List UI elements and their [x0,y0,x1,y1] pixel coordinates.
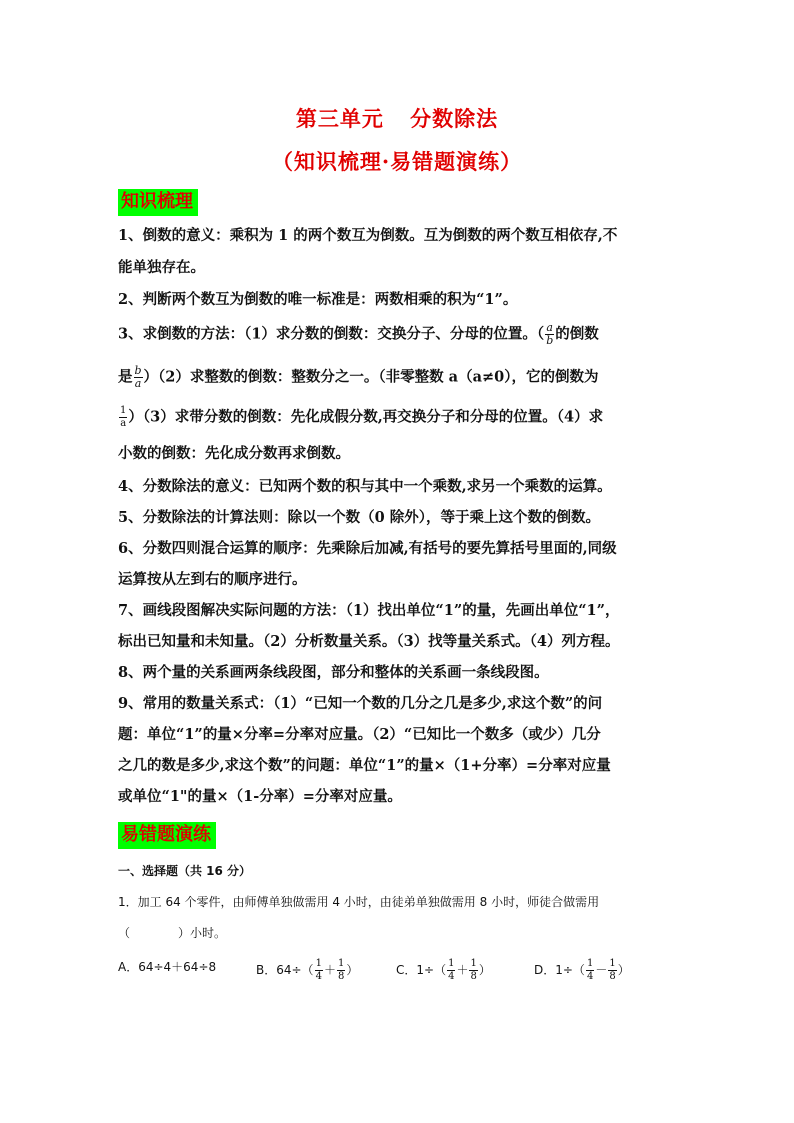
point-3-line-4: 小数的倒数：先化成分数再求倒数。 [118,445,350,462]
point-7-line-2: 标出已知量和未知量。（2）分析数量关系。（3）找等量关系式。（4）列方程。 [118,633,620,650]
question-1-line-2: （ ）小时。 [118,926,227,940]
point-3-line-1: 3、求倒数的方法：（1）求分数的倒数：交换分子、分母的位置。（ $\frac{a}{b}$ 的倒数 [118,321,599,347]
point-8: 8、两个量的关系画两条线段图，部分和整体的关系画一条线段图。 [118,664,549,681]
point-7-line-1: 7、画线段图解决实际问题的方法：（1）找出单位“1”的量，先画出单位“1”， [118,602,620,619]
point-6-line-1: 6、分数四则混合运算的顺序：先乘除后加减,有括号的要先算括号里面的,同级 [118,540,617,557]
point-4: 4、分数除法的意义：已知两个数的积与其中一个乘数,求另一个乘数的运算。 [118,478,612,495]
fraction-1-over-4: $\frac{1}{4}$ [586,958,594,982]
point-9-line-2: 题：单位“1”的量×分率=分率对应量。（2）“已知比一个数多（或少）几分 [118,726,601,743]
point-9-line-3: 之几的数是多少,求这个数”的问题：单位“1”的量×（1+分率）=分率对应量 [118,757,611,774]
point-3-line-2: 是 $\frac{b}{a}$ ）（2）求整数的倒数：整数分之一。（非零整数 a（a≠0），它的倒数为 [118,364,599,390]
question-1-line-1: 1．加工 64 个零件，由师傅单独做需用 4 小时，由徒弟单独做需用 8 小时，师徒合做需用 [118,895,600,909]
fraction-b-over-a: $\frac{b}{a}$ [134,364,142,390]
point-1-line-1: 1、倒数的意义：乘积为 1 的两个数互为倒数。互为倒数的两个数互相依存,不 [118,227,618,244]
option-b: B．64÷（ $\frac{1}{4}$ ＋ $\frac{1}{8}$ ） [256,958,359,982]
point-3-text: 3、求倒数的方法：（1）求分数的倒数：交换分子、分母的位置。（ [118,325,545,343]
quiz-heading: 一、选择题（共 16 分） [118,864,252,878]
point-1-line-2: 能单独存在。 [118,259,205,276]
option-c: C．1÷（ $\frac{1}{4}$ ＋ $\frac{1}{8}$ ） [396,958,491,982]
fraction-1-over-4: $\frac{1}{4}$ [315,958,322,982]
fraction-1-over-a: $\frac{1}{a}$ [120,405,127,429]
point-9-line-4: 或单位“1"的量×（1-分率）=分率对应量。 [118,788,402,805]
section-heading-errors: 易错题演练 [118,822,216,849]
page-subtitle: （知识梳理·易错题演练） [271,149,523,174]
fraction-1-over-4: $\frac{1}{4}$ [448,958,455,982]
option-d: D．1÷（ $\frac{1}{4}$ － $\frac{1}{8}$ ） [534,958,630,982]
point-3-line-3: $\frac{1}{a}$ ）（3）求带分数的倒数：先化成假分数,再交换分子和分母的位置。（4）求 [120,405,604,429]
fraction-a-over-b: $\frac{a}{b}$ [546,321,554,347]
fraction-1-over-8: $\frac{1}{8}$ [337,958,345,982]
section-heading-knowledge: 知识梳理 [118,189,198,216]
fraction-1-over-8: $\frac{1}{8}$ [609,958,616,982]
point-2: 2、判断两个数互为倒数的唯一标准是：两数相乘的积为“1”。 [118,291,518,308]
point-9-line-1: 9、常用的数量关系式：（1）“已知一个数的几分之几是多少,求这个数”的问 [118,695,603,712]
option-a: A．64÷4＋64÷8 [118,960,217,974]
point-5: 5、分数除法的计算法则：除以一个数（0 除外），等于乘上这个数的倒数。 [118,509,600,526]
page-title: 第三单元 分数除法 [295,106,499,131]
point-6-line-2: 运算按从左到右的顺序进行。 [118,571,307,588]
fraction-1-over-8: $\frac{1}{8}$ [470,958,477,982]
